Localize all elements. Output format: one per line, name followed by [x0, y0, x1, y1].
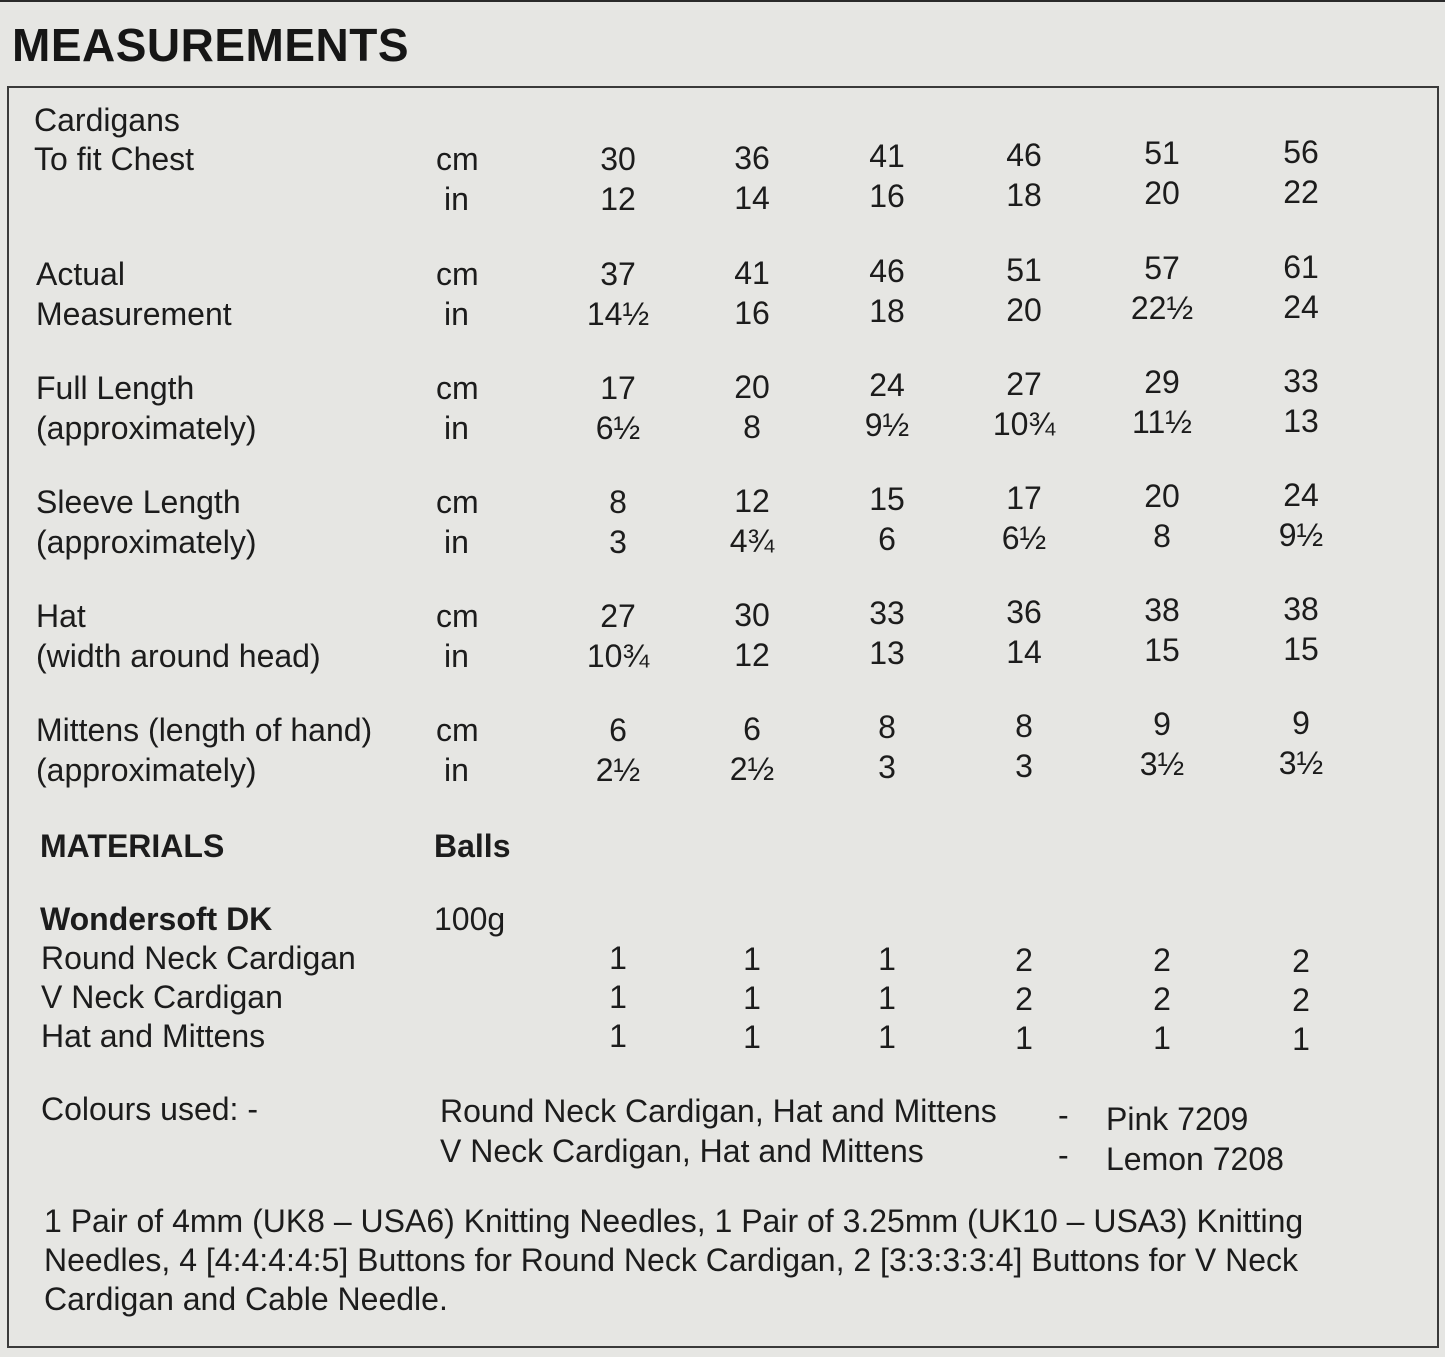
value-cm: 57	[1144, 250, 1180, 286]
value-in: 8	[1153, 518, 1171, 554]
value-cm: 6	[609, 712, 627, 748]
value-cm: 51	[1006, 251, 1042, 288]
material-item: V Neck Cardigan	[41, 979, 283, 1015]
unit-in: in	[444, 524, 469, 560]
value-cm: 46	[1006, 136, 1042, 173]
value-cm: 17	[600, 370, 636, 406]
ball-count: 2	[1015, 980, 1033, 1017]
unit-cm: cm	[436, 712, 479, 748]
value-in: 6½	[595, 410, 641, 446]
value-in: 13	[1283, 402, 1319, 439]
colour-item: Round Neck Cardigan, Hat and Mittens	[440, 1093, 997, 1129]
value-in: 15	[1144, 632, 1180, 668]
measurement-label: Actual	[36, 256, 125, 292]
value-cm: 41	[869, 138, 905, 174]
material-item: Round Neck Cardigan	[41, 940, 356, 976]
value-in: 10¾	[586, 638, 650, 674]
balls-label: Balls	[434, 828, 511, 864]
ball-count: 1	[743, 1018, 761, 1055]
unit-cm: cm	[436, 598, 479, 634]
value-cm: 46	[869, 253, 905, 289]
value-cm: 12	[734, 482, 770, 519]
value-cm: 24	[1283, 476, 1319, 513]
value-cm: 36	[1006, 593, 1042, 630]
measurement-sublabel: (approximately)	[36, 410, 257, 446]
value-in: 9½	[864, 407, 910, 443]
value-in: 3	[1015, 747, 1033, 784]
value-cm: 24	[869, 367, 905, 403]
ball-count: 1	[878, 941, 896, 978]
measurement-sublabel: (width around head)	[36, 638, 321, 674]
ball-count: 1	[878, 1019, 896, 1056]
value-cm: 56	[1283, 133, 1319, 170]
measurement-label: To fit Chest	[34, 141, 195, 177]
value-cm: 20	[1144, 478, 1180, 514]
unit-cm: cm	[436, 256, 479, 292]
value-in: 12	[734, 636, 770, 673]
unit-in: in	[444, 296, 469, 332]
value-cm: 27	[1006, 365, 1042, 402]
value-cm: 8	[1015, 707, 1033, 744]
value-cm: 17	[1006, 479, 1042, 516]
value-in: 2½	[595, 752, 641, 788]
note-line: Needles, 4 [4:4:4:4:5] Buttons for Round Neck Cardigan, 2 [3:3:3:3:4] Buttons for V Neck	[44, 1242, 1299, 1278]
measurement-label: Full Length	[36, 370, 195, 406]
unit-in: in	[444, 410, 469, 446]
value-cm: 38	[1144, 592, 1180, 628]
ball-count: 1	[878, 980, 896, 1017]
colour-dash: -	[1058, 1137, 1069, 1173]
page-title: MEASUREMENTS	[12, 19, 410, 71]
unit-cm: cm	[436, 484, 479, 520]
note-line: Cardigan and Cable Needle.	[44, 1281, 448, 1317]
value-cm: 37	[600, 256, 636, 292]
colour-name: Lemon 7208	[1106, 1141, 1284, 1177]
unit-in: in	[444, 181, 469, 217]
colour-name: Pink 7209	[1106, 1101, 1249, 1137]
value-in: 9½	[1278, 516, 1324, 553]
value-in: 8	[743, 408, 761, 445]
ball-count: 1	[609, 940, 627, 976]
value-in: 16	[869, 178, 905, 214]
colour-item: V Neck Cardigan, Hat and Mittens	[440, 1133, 924, 1169]
value-cm: 27	[600, 598, 636, 634]
value-cm: 15	[869, 481, 905, 517]
value-cm: 9	[1292, 704, 1310, 741]
value-in: 3½	[1139, 746, 1185, 782]
value-in: 14½	[586, 296, 650, 332]
value-cm: 20	[734, 368, 770, 405]
colours-label: Colours used: -	[41, 1091, 258, 1127]
value-in: 2½	[729, 750, 775, 787]
materials-heading: MATERIALS	[40, 828, 225, 864]
value-in: 3	[609, 524, 627, 560]
yarn-name: Wondersoft DK	[40, 901, 273, 937]
ball-count: 1	[1153, 1020, 1171, 1057]
ball-count: 1	[609, 1018, 627, 1054]
ball-count: 2	[1292, 943, 1310, 979]
value-in: 3½	[1278, 744, 1324, 781]
value-in: 12	[600, 181, 636, 217]
unit-cm: cm	[436, 370, 479, 406]
needles-buttons-note	[44, 1202, 1414, 1319]
value-cm: 9	[1153, 706, 1171, 742]
value-in: 18	[869, 293, 905, 329]
ball-count: 1	[609, 979, 627, 1015]
top-rule	[0, 0, 1445, 2]
value-in: 16	[734, 294, 770, 331]
value-in: 11½	[1132, 404, 1192, 440]
value-in: 6	[878, 521, 896, 557]
ball-count: 2	[1292, 982, 1310, 1018]
value-cm: 33	[869, 595, 905, 631]
measurement-sublabel: (approximately)	[36, 524, 257, 560]
value-in: 22	[1283, 173, 1319, 210]
measurement-sublabel: Measurement	[36, 296, 232, 332]
yarn-weight: 100g	[434, 901, 506, 937]
unit-in: in	[444, 638, 469, 674]
colour-dash: -	[1058, 1097, 1069, 1133]
measurement-label: Hat	[36, 598, 86, 634]
value-cm: 38	[1283, 590, 1319, 627]
ball-count: 1	[743, 940, 761, 977]
ball-count: 1	[743, 979, 761, 1016]
value-in: 24	[1283, 288, 1319, 325]
value-in: 4¾	[729, 522, 775, 559]
value-in: 14	[1006, 633, 1042, 670]
note-line: 1 Pair of 4mm (UK8 – USA6) Knitting Needles, 1 Pair of 3.25mm (UK10 – USA3) Knitting	[44, 1203, 1304, 1239]
value-cm: 41	[734, 254, 770, 291]
material-item: Hat and Mittens	[41, 1018, 266, 1054]
section-label-cardigans: Cardigans	[34, 102, 180, 138]
ball-count: 1	[1292, 1021, 1310, 1057]
ball-count: 1	[1015, 1019, 1033, 1056]
value-in: 10¾	[992, 405, 1056, 442]
ball-count: 2	[1015, 941, 1033, 978]
value-in: 20	[1006, 291, 1042, 328]
value-cm: 8	[609, 484, 627, 520]
value-in: 20	[1144, 175, 1180, 211]
measurement-label: Sleeve Length	[36, 484, 241, 520]
value-cm: 30	[600, 141, 636, 177]
ball-count: 2	[1153, 981, 1171, 1018]
unit-cm: cm	[436, 141, 479, 177]
value-cm: 29	[1144, 364, 1180, 400]
unit-in: in	[444, 752, 469, 788]
value-cm: 6	[743, 710, 761, 747]
ball-count: 2	[1153, 942, 1171, 979]
value-in: 22½	[1130, 290, 1194, 326]
value-cm: 33	[1283, 362, 1319, 399]
value-in: 6½	[1001, 519, 1047, 556]
value-cm: 61	[1283, 248, 1319, 285]
measurement-label: Mittens (length of hand)	[36, 712, 373, 748]
value-in: 14	[734, 179, 770, 216]
value-in: 18	[1006, 176, 1042, 213]
value-in: 15	[1283, 630, 1319, 667]
value-cm: 51	[1144, 135, 1180, 171]
value-in: 13	[869, 635, 905, 671]
measurement-sublabel: (approximately)	[36, 752, 257, 788]
value-in: 3	[878, 749, 896, 785]
value-cm: 36	[734, 139, 770, 176]
value-cm: 8	[878, 709, 896, 745]
value-cm: 30	[734, 596, 770, 633]
